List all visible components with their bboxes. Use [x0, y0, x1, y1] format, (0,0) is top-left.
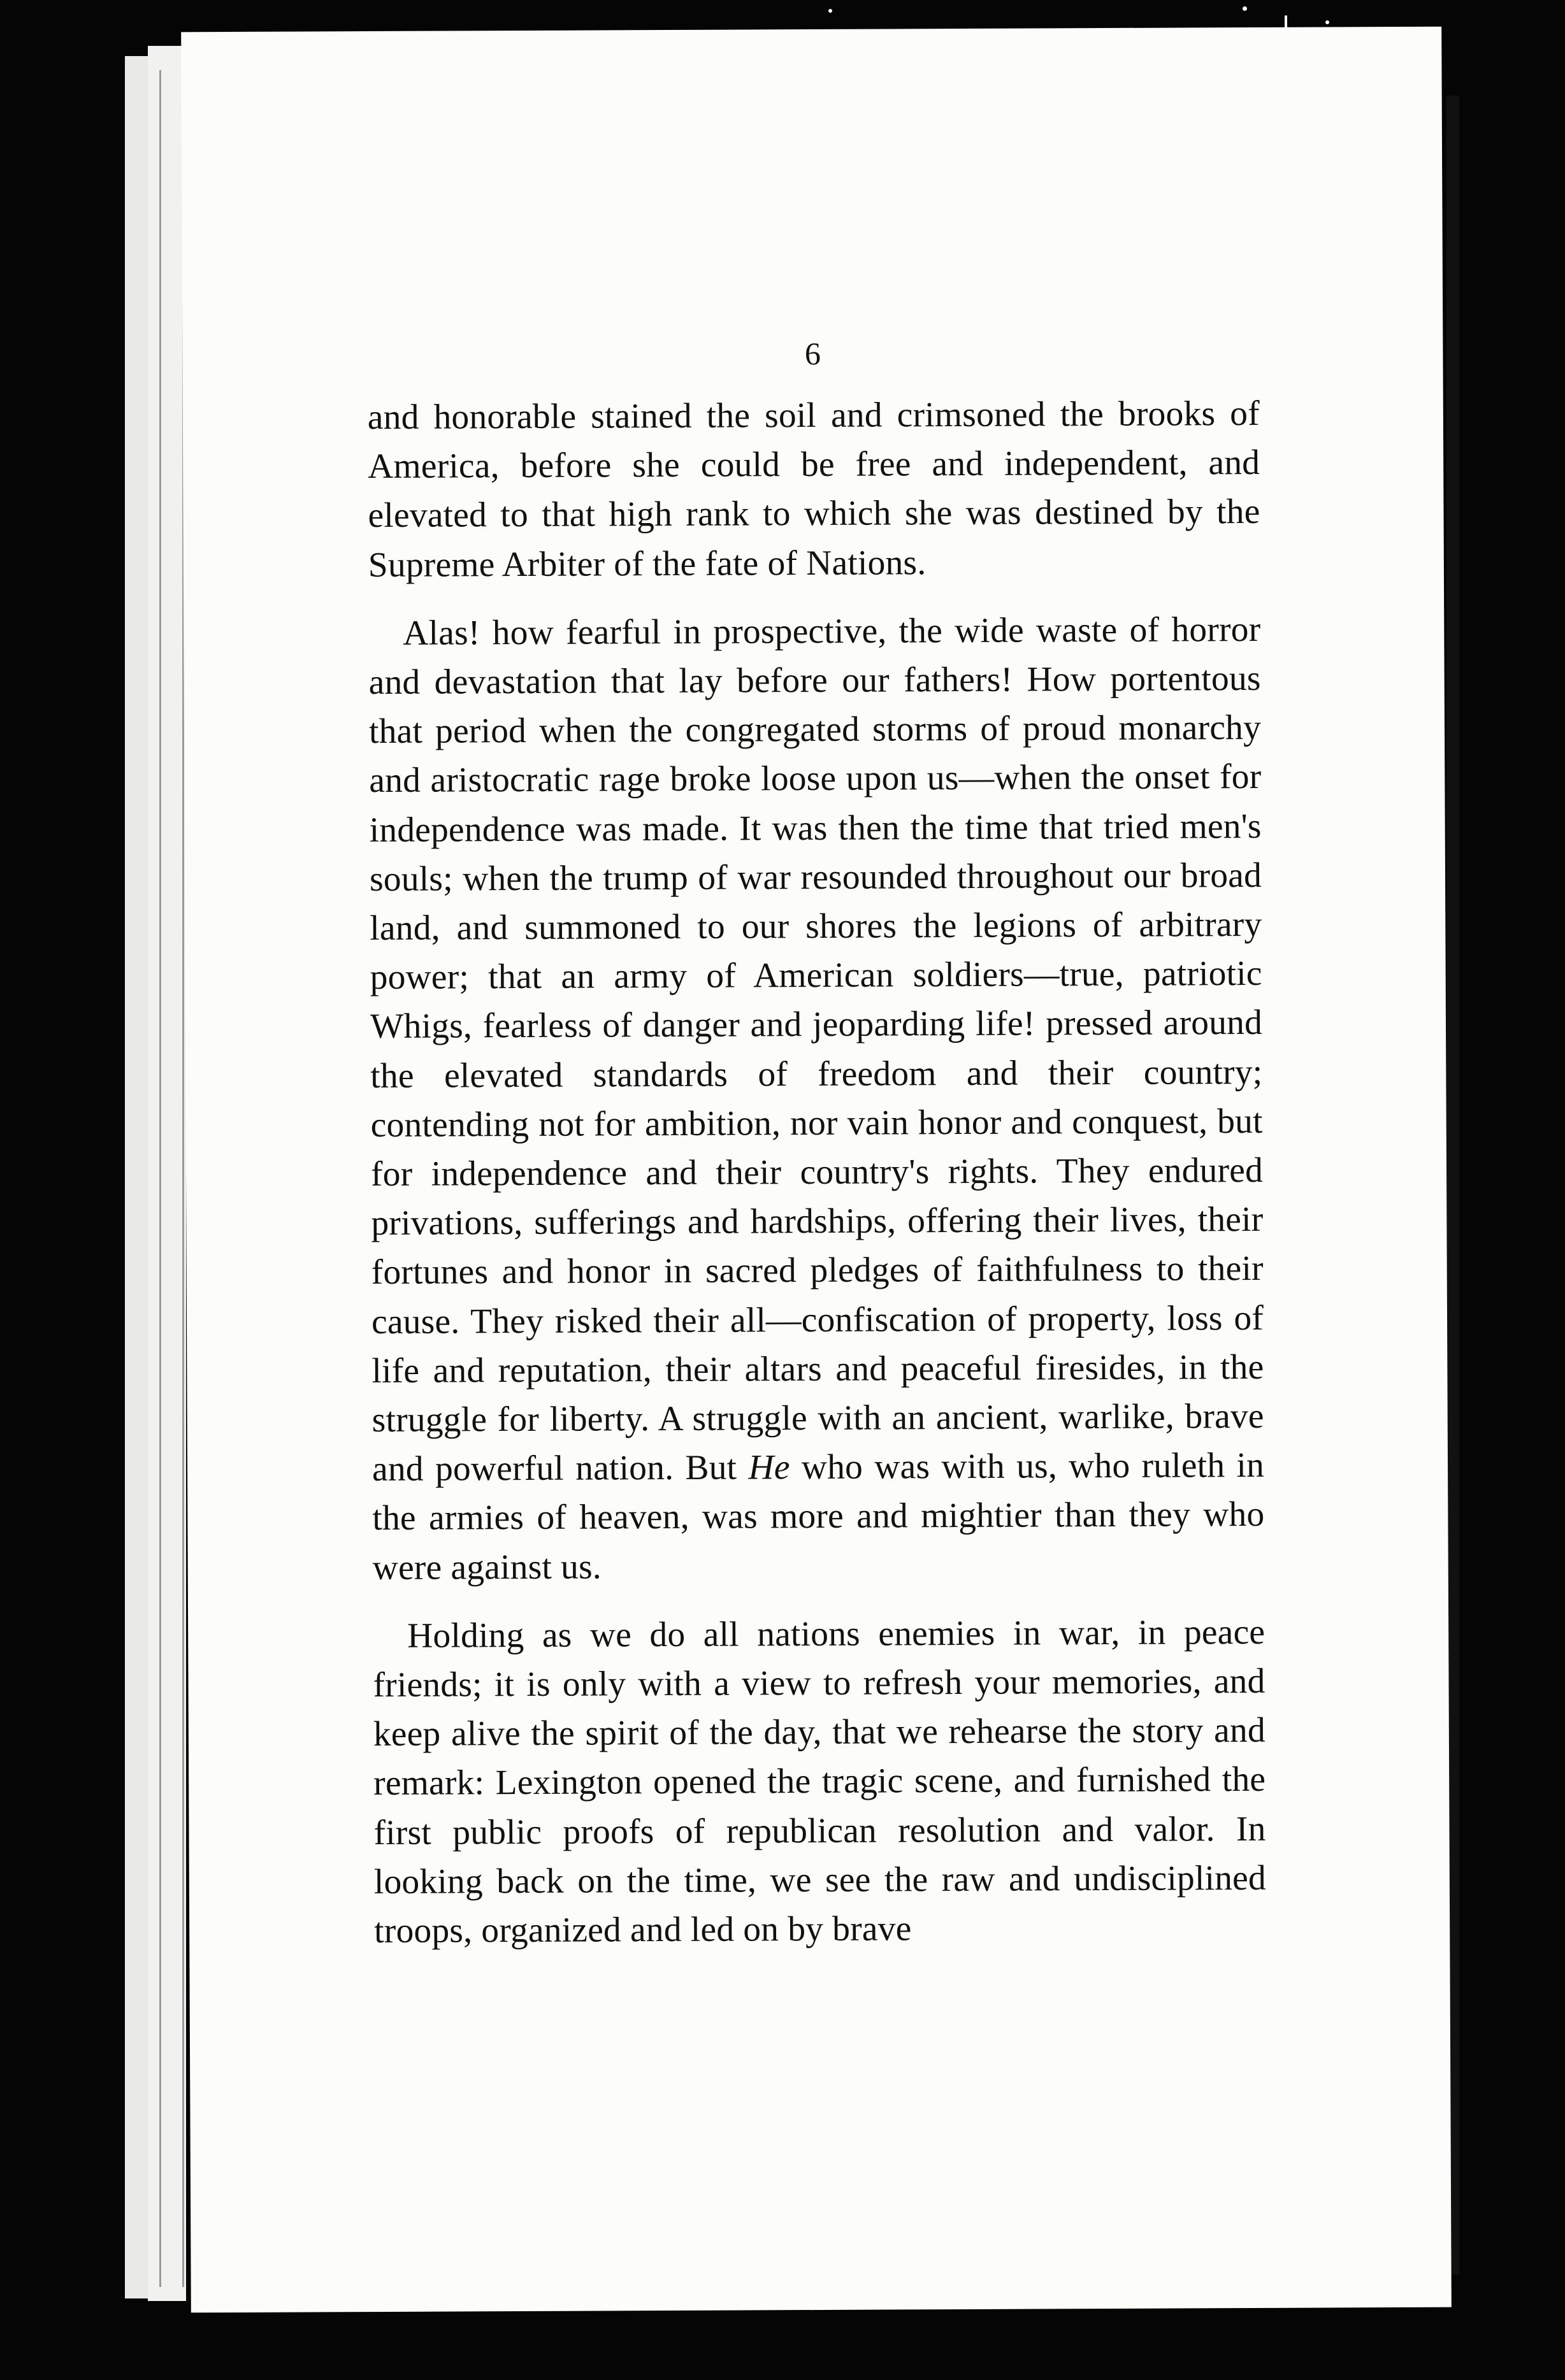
document-page [181, 27, 1452, 2313]
paragraph-2-italic: He [748, 1448, 790, 1488]
paragraph-1: and honorable stained the soil and crimsoned the brooks of America, before she could be free and independent, and elevated to that high rank to which she was destined by the Supreme Arbiter of the fate of Nations. [367, 394, 1260, 585]
scan-speck [1243, 6, 1247, 11]
page-edge-line [159, 70, 161, 2287]
scan-speck [828, 9, 832, 13]
paragraph-2 [368, 605, 1265, 1593]
paragraph-2-text-after: who was with us, who ruleth in the armies of heaven, was more and mightier than they who were against us. [372, 1446, 1265, 1588]
page-edge-middle [148, 46, 186, 2301]
paragraph-2-text: Alas! how fearful in prospective, the wide waste of horror and devastation that lay before our fathers! How portentous that period when the congregated storms of proud monarchy and aristocratic rage broke loose upon us—when the onset for independence was made. It was then the time that tried men's souls; when the trump of war resounded throughout our broad land, and summoned to our shores the legions of arbitrary power; that an army of American soldiers—true, patriotic Whigs, fearless of danger and jeoparding life! pressed around the elevated standards of freedom and their country; contending not for ambition, nor vain honor and conquest, but for independence and their country's rights. They endured privations, sufferings and hardships, offering their lives, their fortunes and honor in sacred pledges of faithfulness to their cause. They risked their all—confiscation of property, loss of life and reputation, their altars and peaceful firesides, in the struggle for liberty. A struggle with an ancient, warlike, brave and powerful nation. But [368, 610, 1264, 1489]
page-number: 6 [804, 335, 821, 372]
scan-speck [1325, 20, 1329, 24]
page-body [368, 389, 1267, 1956]
paragraph-3: Holding as we do all nations enemies in war, in peace friends; it is only with a view to refresh your memories, and keep alive the spirit of the day, that we rehearse the story and remark: Lexington opened the tragic scene, and furnished the first public proofs of republican resolution and valor. In looking back on the time, we see the raw and undisciplined troops, organized and led on by brave [373, 1612, 1266, 1951]
